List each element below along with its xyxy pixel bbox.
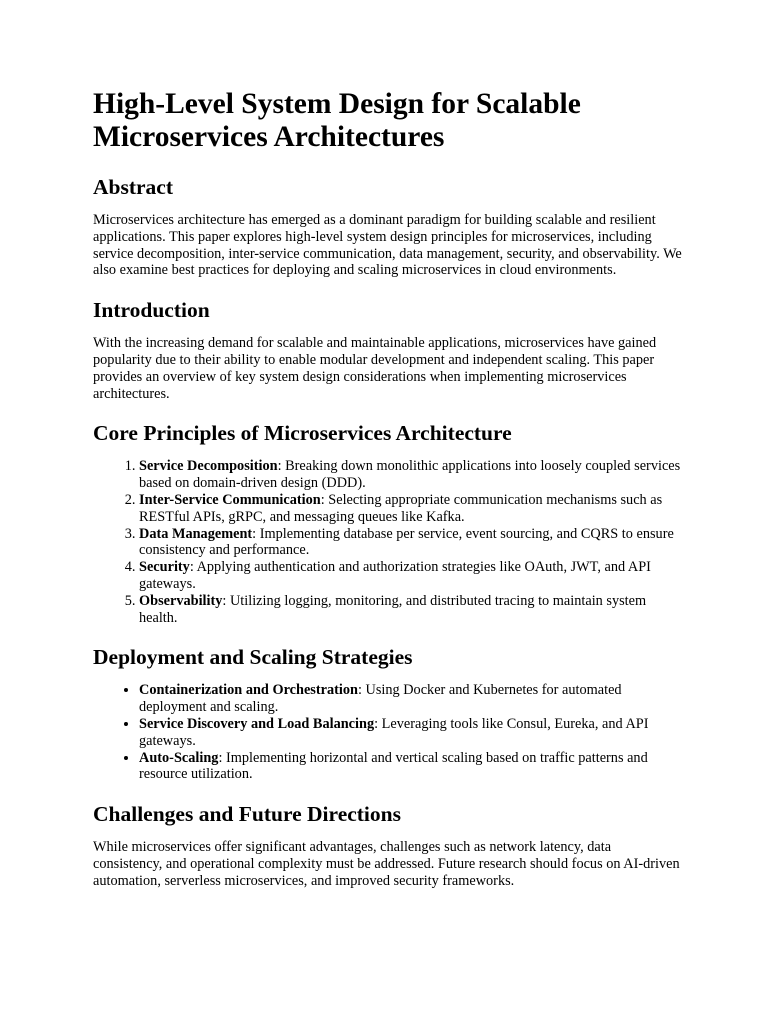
list-item-desc: : Selecting appropriate communication mechanisms such as RESTful APIs, gRPC, and messaging queues like Kafka. [139,491,663,525]
list-item [139,526,683,560]
list-item [139,559,683,593]
list-item-term: Observability [139,592,223,609]
introduction-text: With the increasing demand for scalable and maintainable applications, microservices have gained popularity due to their ability to enable modular development and independent scaling. This paper provides an overview of key system design considerations when implementing microservices architectures. [93,335,657,402]
list-item-desc: : Using Docker and Kubernetes for automated deployment and scaling. [139,682,622,716]
list-item-term: Service Discovery and Load Balancing [139,715,375,732]
list-item [139,750,683,784]
list-item-desc: : Implementing database per service, event sourcing, and CQRS to ensure consistency and performance. [139,525,674,559]
document-page [93,88,683,908]
abstract-heading: Abstract [93,175,174,199]
page-title: High-Level System Design for Scalable Microservices Architectures [93,88,581,153]
introduction-heading: Introduction [93,298,210,323]
list-item-desc: : Leveraging tools like Consul, Eureka, and API gateways. [139,715,649,749]
challenges-text: While microservices offer significant advantages, challenges such as network latency, data consistency, and operational complexity must be addressed. Future research should focus on AI-driven automation, serverless microservices, and improved security frameworks. [93,839,680,889]
abstract-text: Microservices architecture has emerged as a dominant paradigm for building scalable and resilient applications. This paper explores high-level system design principles for microservices, including service decomposition, inter-service communication, data management, security, and observability. We also examine best practices for deploying and scaling microservices in cloud environments. [93,212,682,279]
list-item-desc: : Breaking down monolithic applications into loosely coupled services based on domain-driven design (DDD). [139,458,681,492]
list-item-term: Containerization and Orchestration [139,682,358,699]
list-item-term: Inter-Service Communication [139,491,321,508]
list-item-term: Security [139,559,190,576]
list-item [139,593,683,627]
list-item-desc: : Implementing horizontal and vertical scaling based on traffic patterns and resource utilization. [139,749,648,783]
list-item-term: Data Management [139,525,253,542]
list-item [139,458,683,492]
list-item [139,716,683,750]
deployment-list [93,682,683,783]
list-item [139,682,683,716]
list-item-term: Auto-Scaling [139,749,219,766]
core-principles-heading: Core Principles of Microservices Architecture [93,421,512,446]
deployment-heading: Deployment and Scaling Strategies [93,645,413,670]
list-item-term: Service Decomposition [139,458,278,475]
challenges-heading: Challenges and Future Directions [93,802,401,827]
list-item [139,492,683,526]
list-item-desc: : Applying authentication and authorization strategies like OAuth, JWT, and API gateways. [139,559,651,592]
list-item-desc: : Utilizing logging, monitoring, and distributed tracing to maintain system health. [139,592,647,626]
core-principles-list [93,458,683,626]
